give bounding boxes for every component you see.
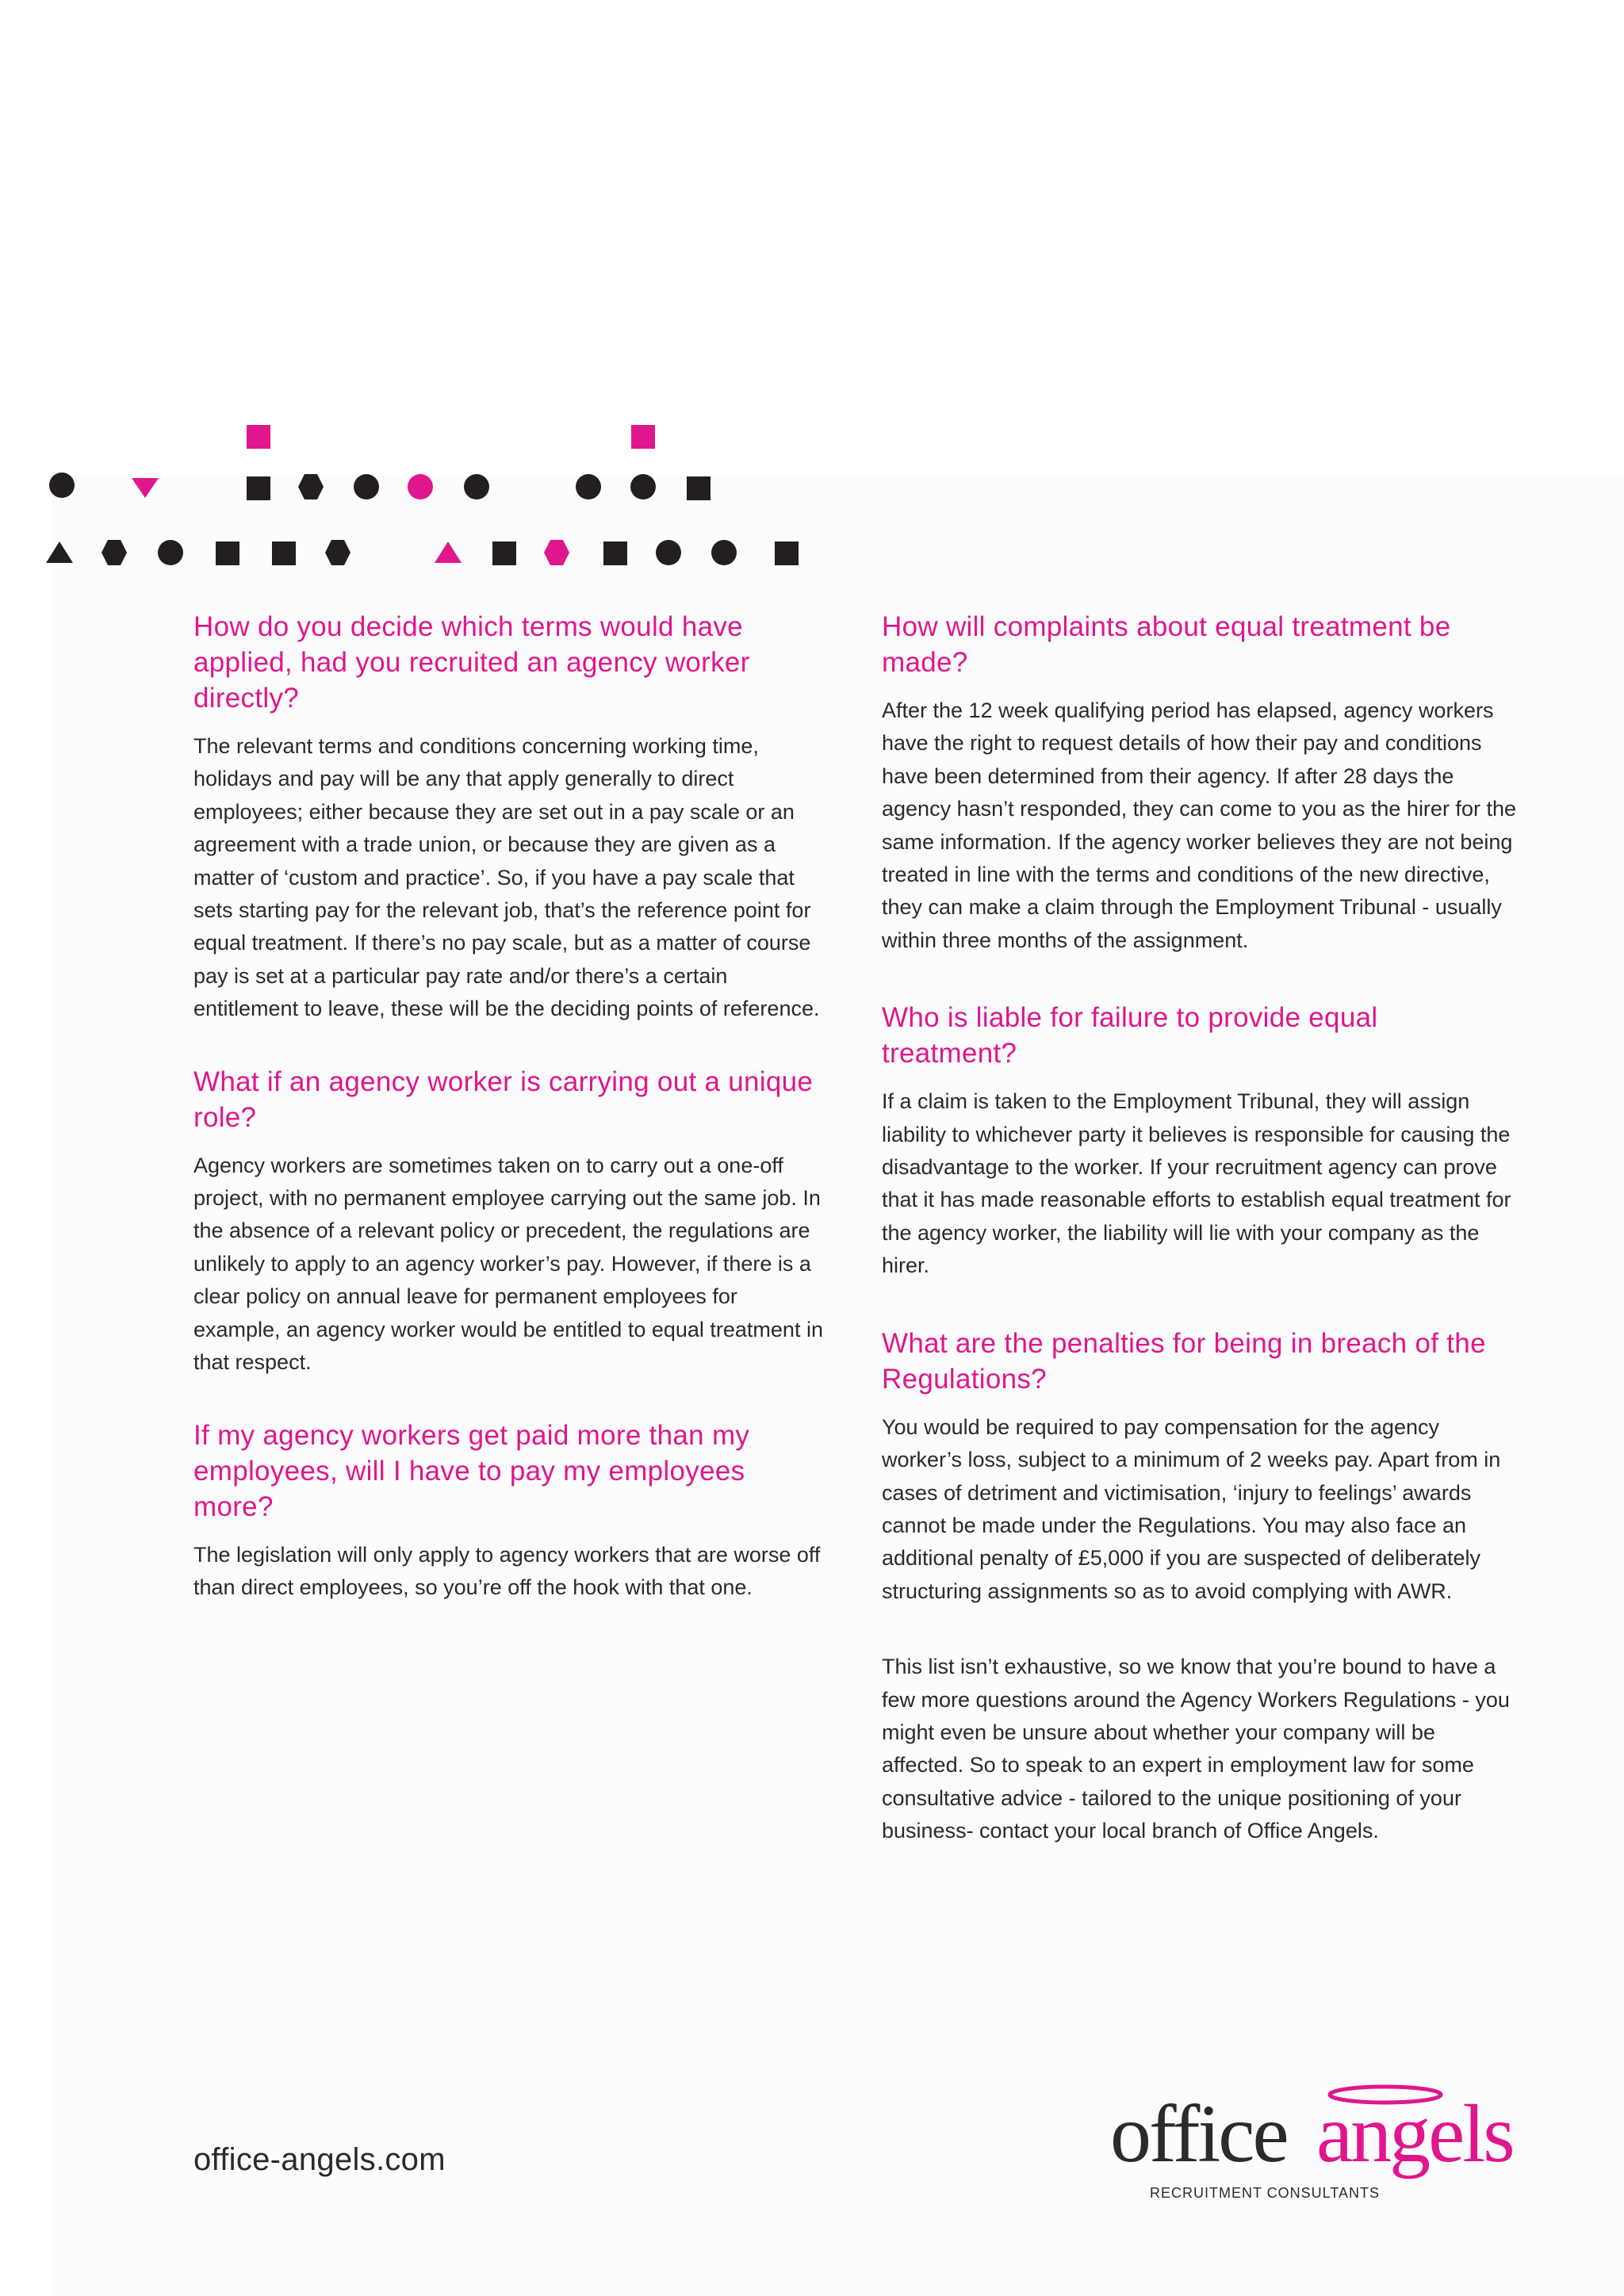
- dark-square-icon: [272, 541, 296, 565]
- section-heading: How do you decide which terms would have applied, had you recruited an agency worker directly?: [193, 611, 750, 714]
- dark-circle-icon: [158, 540, 183, 565]
- faq-section: [193, 609, 828, 1026]
- dark-square-icon: [216, 541, 239, 565]
- office-angels-logo: [1110, 2088, 1538, 2204]
- dark-circle-icon: [656, 540, 681, 565]
- decorative-shape-pattern: [0, 0, 1624, 603]
- pink-square-icon: [631, 425, 655, 449]
- closing-paragraph: This list isn’t exhaustive, so we know that you’re bound to have a few more questions around the Agency Workers Regulations - you might even be unsure about whether your company will be affected. So to speak to an expert in employment law for some consultative advice - tailored to the unique positioning of your business- contact your local branch of Office Angels.: [882, 1655, 1510, 1843]
- dark-circle-icon: [576, 474, 601, 499]
- section-heading: What if an agency worker is carrying out a unique role?: [193, 1066, 814, 1133]
- section-heading: How will complaints about equal treatment be made?: [882, 611, 1451, 678]
- dark-circle-icon: [49, 473, 75, 498]
- dark-circle-icon: [464, 474, 489, 499]
- pink-square-icon: [247, 425, 270, 449]
- dark-square-icon: [492, 541, 516, 565]
- pink-circle-icon: [408, 474, 433, 499]
- section-heading: What are the penalties for being in breach of the Regulations?: [882, 1327, 1486, 1395]
- dark-hexagon-icon: [325, 540, 350, 565]
- left-column: [193, 609, 828, 1642]
- section-body: The relevant terms and conditions concerning working time, holidays and pay will be any that apply generally to direct employees; either because they are set out in a pay scale or an agreement with a trade union, or because they are given as a matter of ‘custom and practice’. So, if you have a pay scale that sets starting pay for the relevant job, that’s the reference point for equal treatment. If there’s no pay scale, but as a matter of course pay is set at a particular pay rate and/or there’s a certain entitlement to leave, these will be the deciding points of reference.: [193, 734, 820, 1021]
- dark-hexagon-icon: [102, 540, 127, 565]
- faq-section: [193, 1064, 828, 1380]
- dark-circle-icon: [711, 540, 737, 565]
- faq-section: [882, 1326, 1516, 1608]
- section-body: The legislation will only apply to agency workers that are worse off than direct employees, so you’re off the hook with that one.: [193, 1542, 821, 1599]
- dark-circle-icon: [354, 474, 379, 499]
- section-body: Agency workers are sometimes taken on to carry out a one-off project, with no permanent employee carrying out the same job. In the absence of a relevant policy or precedent, the regulations are unlikely to apply to an agency worker’s pay. However, if there is a clear policy on annual leave for permanent employees for example, an agency worker would be entitled to equal treatment in that respect.: [193, 1153, 823, 1375]
- faq-section: [193, 1418, 828, 1605]
- right-column: [882, 609, 1516, 1848]
- dark-hexagon-icon: [298, 474, 324, 499]
- logo-tagline: RECRUITMENT CONSULTANTS: [1150, 2185, 1381, 2201]
- section-body: You would be required to pay compensation for the agency worker’s loss, subject to a minimum of 2 weeks pay. Apart from in cases of detriment and victimisation, ‘injury to feelings’ awards cannot be made under the Regulations. You may also face an additional penalty of £5,000 if you are suspected of deliberately structuring assignments so as to avoid complying with AWR.: [882, 1414, 1501, 1603]
- dark-square-icon: [603, 541, 627, 565]
- section-body: After the 12 week qualifying period has elapsed, agency workers have the right to request details of how their pay and conditions have been determined from their agency. If after 28 days the agency hasn’t responded, they can come to you as the hirer for the same information. If the agency worker believes they are not being treated in line with the terms and conditions of the new directive, they can make a claim through the Employment Tribunal - usually within three months of the assignment.: [882, 698, 1516, 952]
- pink-triangle-up-icon: [435, 541, 462, 563]
- pink-hexagon-icon: [544, 540, 569, 565]
- faq-section: [882, 609, 1516, 957]
- dark-square-icon: [775, 541, 799, 565]
- dark-circle-icon: [630, 474, 656, 499]
- pink-triangle-down-icon: [132, 478, 159, 498]
- website-url: office-angels.com: [193, 2142, 446, 2177]
- logo-word-office: office: [1110, 2088, 1287, 2179]
- section-body: If a claim is taken to the Employment Tribunal, they will assign liability to whichever party it believes is responsible for causing the disadvantage to the worker. If your recruitment agency can prove that it has made reasonable efforts to establish equal treatment for the agency worker, the liability will lie with your company as the hirer.: [882, 1089, 1511, 1278]
- dark-triangle-up-icon: [46, 541, 73, 563]
- dark-square-icon: [247, 476, 270, 500]
- section-heading: Who is liable for failure to provide equal treatment?: [882, 1002, 1378, 1070]
- dark-square-icon: [687, 476, 710, 500]
- logo-word-angels: angels: [1316, 2088, 1513, 2179]
- section-heading: If my agency workers get paid more than my employees, will I have to pay my employees more?: [193, 1419, 750, 1522]
- faq-section: [882, 1000, 1516, 1282]
